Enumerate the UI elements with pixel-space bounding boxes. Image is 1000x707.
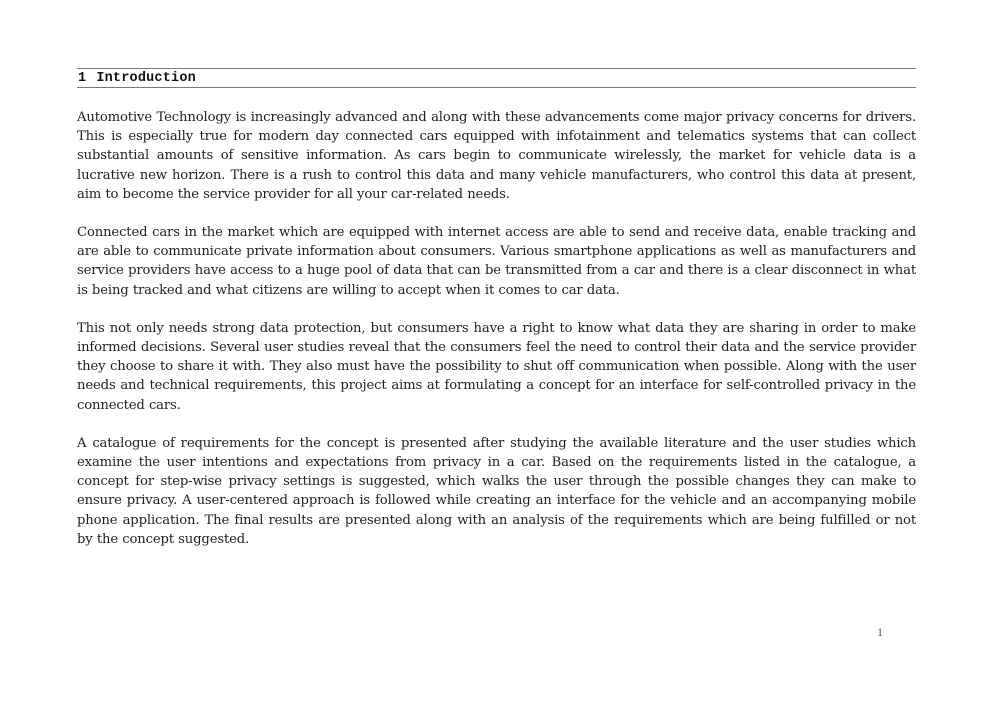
page-number: 1 <box>877 625 883 639</box>
paragraph-4: A catalogue of requirements for the concept is presented after studying the available literature and the user studies which examine the user intentions and expectations from privacy in a car. Based on the requirements listed in the catalogue, a concept for step-wise privacy settings is suggested, which walks the user through the possible changes they can make to ensure privacy. A user-centered approach is followed while creating an interface for the vehicle and an accompanying mobile phone application. The final results are presented along with an analysis of the requirements which are being fulfilled or not by the concept suggested. <box>77 435 916 547</box>
section-title: Introduction <box>96 70 196 86</box>
paragraph-1: Automotive Technology is increasingly advanced and along with these advancements come major privacy concerns for drivers. This is especially true for modern day connected cars equipped with infotainment and telematics systems that can collect substantial amounts of sensitive information. As cars begin to communicate wirelessly, the market for vehicle data is a lucrative new horizon. There is a rush to control this data and many vehicle manufacturers, who control this data at present, aim to become the service provider for all your car-related needs. <box>77 110 916 202</box>
paragraph-3: This not only needs strong data protection, but consumers have a right to know what data they are sharing in order to make informed decisions. Several user studies reveal that the consumers feel the need to control their data and the service provider they choose to share it with. They also must have the possibility to shut off communication when possible. Along with the user needs and technical requirements, this project aims at formulating a concept for an interface for self-controlled privacy in the connected cars. <box>77 320 916 413</box>
section-number: 1 <box>78 70 87 86</box>
paragraph-2: Connected cars in the market which are equipped with internet access are able to send and receive data, enable tracking and are able to communicate private information about consumers. Various smartphone applications as well as manufacturers and service providers have access to a huge pool of data that can be transmitted from a car and there is a clear disconnect in what is being tracked and what citizens are willing to accept when it comes to car data. <box>77 225 916 298</box>
section-heading <box>77 68 916 88</box>
body-text <box>77 108 916 568</box>
